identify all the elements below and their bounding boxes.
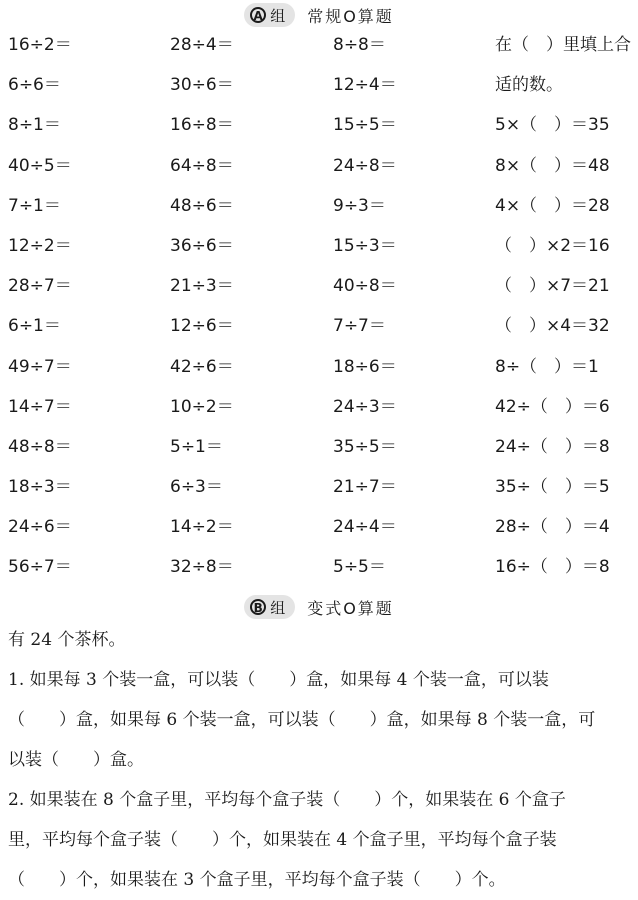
exercise-cell: 9÷3＝ [333, 195, 386, 216]
exercise-row [0, 552, 638, 592]
exercise-row [0, 392, 638, 432]
exercise-row [0, 151, 638, 191]
question-2-line-2: 里，平均每个盒子装（ ）个，如果装在 4 个盒子里，平均每个盒子装 [8, 830, 557, 850]
exercise-cell: 在（ ）里填上合 [495, 35, 631, 55]
exercise-cell: 32÷8＝ [170, 557, 234, 578]
section-b-letter: B [250, 599, 266, 615]
question-2-line-1: 2. 如果装在 8 个盒子里，平均每个盒子装（ ）个，如果装在 6 个盒子 [8, 790, 566, 810]
exercise-cell: 6÷1＝ [8, 316, 61, 337]
exercise-cell: 16÷8＝ [170, 115, 234, 136]
exercise-cell: 6÷3＝ [170, 477, 223, 498]
section-a-badge [244, 3, 295, 27]
exercise-cell: 28÷（ ）＝4 [495, 517, 610, 538]
exercise-row [0, 352, 638, 392]
exercise-cell: 8÷1＝ [8, 115, 61, 136]
exercise-cell: 7÷7＝ [333, 316, 386, 337]
exercise-cell: 48÷6＝ [170, 195, 234, 216]
intro-text: 有 24 个茶杯。 [8, 630, 126, 650]
section-b-header [0, 594, 638, 620]
exercise-row [0, 70, 638, 110]
exercise-cell: 35÷（ ）＝5 [495, 477, 610, 498]
section-b-group: 组 [270, 598, 286, 617]
exercise-cell: （ ）×7＝21 [495, 276, 610, 297]
exercise-cell: 36÷6＝ [170, 235, 234, 256]
exercise-cell: 8÷（ ）＝1 [495, 356, 599, 377]
exercise-cell: （ ）×2＝16 [495, 235, 610, 256]
exercise-cell: 48÷8＝ [8, 436, 72, 457]
exercise-row [0, 191, 638, 231]
exercise-cell: （ ）×4＝32 [495, 316, 610, 337]
exercise-cell: 15÷3＝ [333, 235, 397, 256]
exercise-cell: 12÷4＝ [333, 75, 397, 96]
exercise-cell: 24÷3＝ [333, 396, 397, 417]
exercise-cell: 8×（ ）＝48 [495, 155, 610, 176]
exercise-cell: 42÷（ ）＝6 [495, 396, 610, 417]
exercise-row [0, 271, 638, 311]
exercise-row [0, 432, 638, 472]
exercise-cell: 12÷2＝ [8, 235, 72, 256]
exercise-row [0, 231, 638, 271]
section-a-header [0, 2, 638, 28]
exercise-cell: 24÷4＝ [333, 517, 397, 538]
exercise-cell: 28÷4＝ [170, 35, 234, 55]
exercise-cell: 35÷5＝ [333, 436, 397, 457]
section-b-badge [244, 595, 295, 619]
exercise-cell: 8÷8＝ [333, 35, 386, 55]
exercise-cell: 5×（ ）＝35 [495, 115, 610, 136]
exercise-cell: 14÷2＝ [170, 517, 234, 538]
exercise-cell: 40÷8＝ [333, 276, 397, 297]
exercise-cell: 12÷6＝ [170, 316, 234, 337]
exercise-cell: 18÷6＝ [333, 356, 397, 377]
section-a-title: 常规O算题 [307, 6, 394, 26]
exercise-cell: 7÷1＝ [8, 195, 61, 216]
exercise-grid [0, 30, 638, 593]
exercise-cell: 16÷（ ）＝8 [495, 557, 610, 578]
exercise-row [0, 30, 638, 70]
exercise-cell: 适的数。 [495, 75, 563, 96]
section-a-group: 组 [270, 6, 286, 25]
exercise-cell: 6÷6＝ [8, 75, 61, 96]
exercise-cell: 4×（ ）＝28 [495, 195, 610, 216]
section-b-title: 变式O算题 [307, 598, 394, 618]
exercise-cell: 24÷（ ）＝8 [495, 436, 610, 457]
exercise-cell: 56÷7＝ [8, 557, 72, 578]
question-2-line-3: （ ）个，如果装在 3 个盒子里，平均每个盒子装（ ）个。 [8, 870, 506, 890]
exercise-cell: 10÷2＝ [170, 396, 234, 417]
exercise-cell: 16÷2＝ [8, 35, 72, 55]
exercise-cell: 42÷6＝ [170, 356, 234, 377]
exercise-cell: 24÷6＝ [8, 517, 72, 538]
exercise-cell: 30÷6＝ [170, 75, 234, 96]
exercise-row [0, 311, 638, 351]
exercise-row [0, 472, 638, 512]
exercise-cell: 64÷8＝ [170, 155, 234, 176]
section-a-letter: A [250, 7, 266, 23]
exercise-cell: 18÷3＝ [8, 477, 72, 498]
question-1-line-1: 1. 如果每 3 个装一盒，可以装（ ）盒，如果每 4 个装一盒，可以装 [8, 670, 549, 690]
exercise-cell: 28÷7＝ [8, 276, 72, 297]
exercise-row [0, 110, 638, 150]
exercise-cell: 21÷3＝ [170, 276, 234, 297]
question-1-line-3: 以装（ ）盒。 [8, 750, 144, 770]
exercise-cell: 15÷5＝ [333, 115, 397, 136]
exercise-row [0, 512, 638, 552]
exercise-cell: 40÷5＝ [8, 155, 72, 176]
exercise-cell: 14÷7＝ [8, 396, 72, 417]
exercise-cell: 21÷7＝ [333, 477, 397, 498]
exercise-cell: 5÷1＝ [170, 436, 223, 457]
exercise-cell: 49÷7＝ [8, 356, 72, 377]
exercise-cell: 5÷5＝ [333, 557, 386, 578]
question-1-line-2: （ ）盒，如果每 6 个装一盒，可以装（ ）盒，如果每 8 个装一盒，可 [8, 710, 596, 730]
exercise-cell: 24÷8＝ [333, 155, 397, 176]
